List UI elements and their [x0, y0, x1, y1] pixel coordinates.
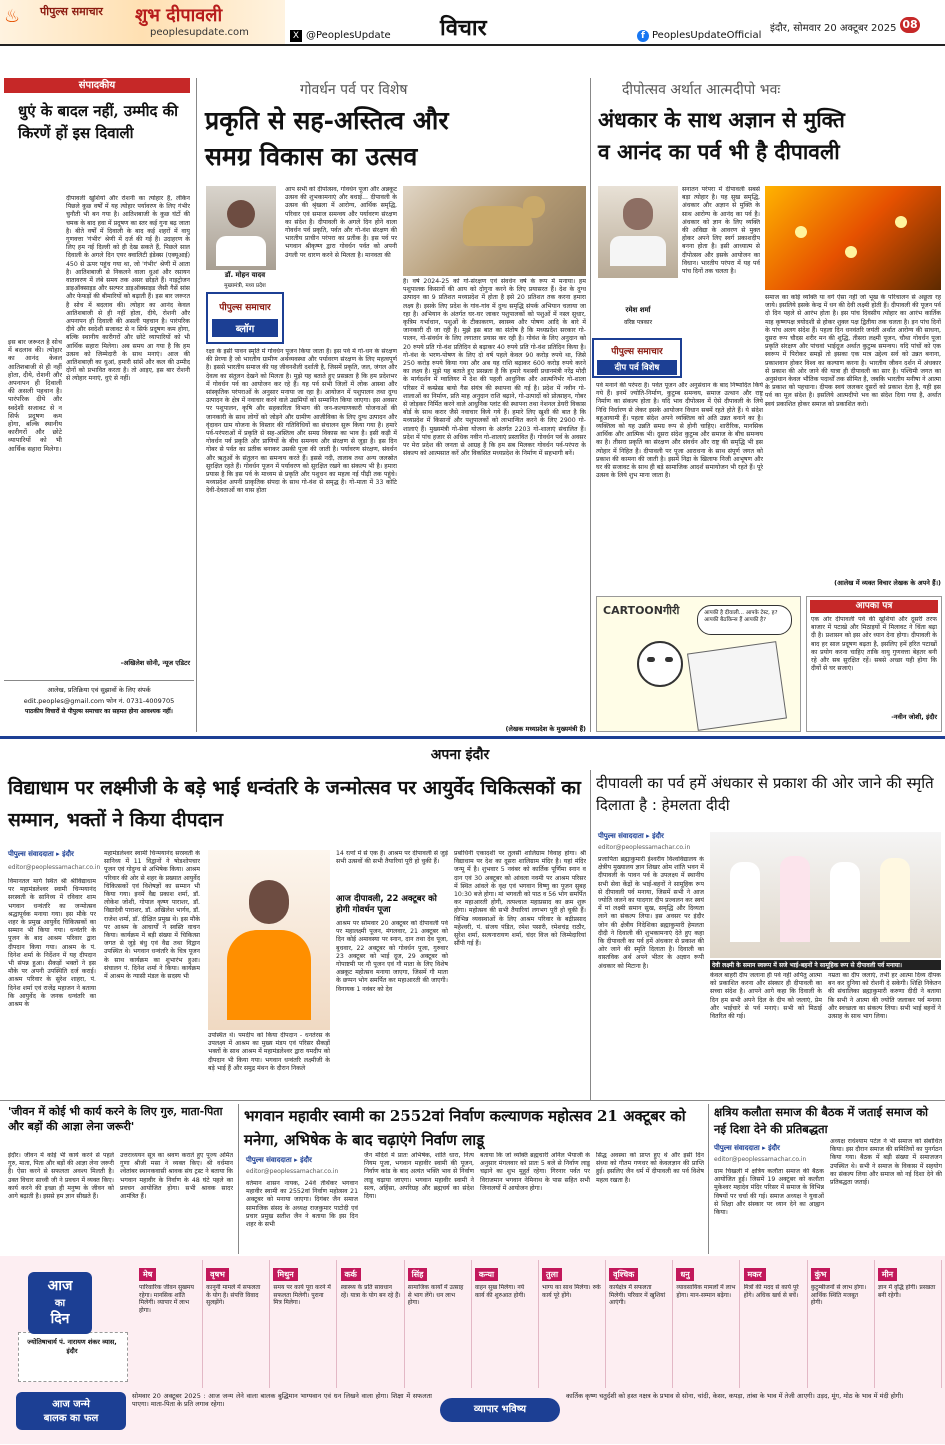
zodiac-name: मिथुन [273, 1268, 297, 1281]
zodiac-name: कन्या [475, 1268, 498, 1281]
kshatriya-headline: क्षत्रिय कलौता समाज की बैठक में जताई समाज को नई दिशा देने की प्रतिबद्धता [714, 1105, 929, 1136]
zodiac-text: कानूनी मामले में सफलता के योग हैं। संपत्ति विवाद सुलझेंगे। [206, 1284, 261, 1307]
vidyadham-byline: पीपुल्स संवाददाता ▸ इंदौर [8, 850, 74, 858]
editorial-footer: आलेख, प्रतिक्रिया एवं सुझावों के लिए संपर्क edit.peoples@gmail.com फोन नं. 0731-4009705 पाठकीय विचारों से पीपुल्स समाचार का सहमत होना आवश्यक नहीं। [4, 680, 194, 732]
mahavir-email[interactable]: editor@peoplessamachar.co.in [246, 1168, 339, 1175]
hemlata-col2: केवल बाहरी दीप जलाना ही पर्व नहीं अपितु आत्मा को प्रकाशित करना और संस्कार ही दीपावली का सच्चा संदेश है। आपने आगे कहा कि दिवाली के दिन हम सभी अपने दिल के दीप को जलाएं, प्रेम और भाईचारे से पर्व मनाएं। सभी को मिठाई वितरित की गई। [710, 972, 822, 1021]
apna-indore-label: अपना इंदौर [390, 742, 530, 768]
zodiac-text: समय पर कार्य पूरा करने में सफलता मिलेगी। पुराना मित्र मिलेगा। [273, 1284, 331, 1307]
kshatriya-email[interactable]: editor@peoplessamachar.co.in [714, 1156, 807, 1163]
editorial-kicker: संपादकीय [4, 78, 190, 93]
cartoon-eye [665, 657, 673, 662]
website[interactable]: peoplesupdate.com [150, 27, 249, 38]
hemlata-headline: दीपावली का पर्व हमें अंधकार से प्रकाश की ओर जाने की स्मृति दिलाता है : हेमलता दीदी [596, 774, 934, 814]
event-photo-caption: देवी लक्ष्मी के समान स्वरूप में सजे भाई-बहनों ने सामूहिक रूप से दीपावली पर्व मनाया। [710, 960, 941, 970]
zodiac-sign-9 [673, 1260, 740, 1388]
guru-headline: 'जीवन में कोई भी कार्य करने के लिए गुरु, माता-पिता और बड़ों की आज्ञा लेना जरूरी' [8, 1105, 223, 1133]
fb-handle[interactable]: PeoplesUpdateOfficial [652, 30, 762, 41]
zodiac-sign-1 [136, 1260, 203, 1388]
zodiac-text: भाग्य का साथ मिलेगा। रुके कार्य पूरे होंगे। [542, 1284, 601, 1299]
zodiac-text: कुटुम्बीजनों से लाभ होगा। आर्थिक स्थिति मजबूत होगी। [810, 1284, 867, 1307]
cartoon-eye [647, 657, 655, 662]
kshatriya-byline: पीपुल्स संवाददाता ▸ इंदौर [714, 1144, 780, 1152]
aaj-ka-din-box: आज का दिन [28, 1272, 92, 1334]
vidyadham-email[interactable]: editor@peoplessamachar.co.in [8, 864, 101, 871]
diya-icon: ♨ [4, 6, 21, 27]
brand-logo: पीपुल्स समाचार [40, 5, 103, 18]
zodiac-name: मेष [139, 1268, 156, 1281]
mahavir-col3: बताया कि जो व्यक्ति ब्रह्मचारी अनिल भैयाजी के अनुसार मंगलवार को प्रातः 5 बजे से निर्वाण लाडू चढ़ाने का शुभ मुहूर्त रहेगा। गिरनार पर्वत पर विराजमान भगवान नेमिनाथ के पास सहित सभी जिनालयों में आयोजन होगा। [480, 1152, 590, 1192]
kshatriya-col1: ग्राम चिखली में क्षत्रिय कलौता समाज की बैठक आयोजित हुई। जिसमें 19 अक्टूबर को कलौता मुकेश्वर महादेव मंदिर परिसर में समाज के विभिन्न विषयों पर चर्चा की गई। समाज अध्यक्ष ने युवाओं से शिक्षा और संस्कार पर ध्यान देने का आह्वान किया। [714, 1168, 824, 1217]
deepotsav-kicker: दीपोत्सव अर्थात आत्मदीपो भवः [622, 82, 781, 98]
row-rule [0, 1100, 945, 1101]
hemlata-col1: प्रजापिता ब्रह्माकुमारी ईश्वरीय विश्वविद्यालय के क्षेत्रीय मुख्यालय ज्ञान शिखर ओम शांति भवन में दीपावली के पावन पर्व के उपलक्ष्य में स्थानीय सभी सेवा केंद्रों के भाई-बहनों ने सामूहिक रूप से दीपावली पर्व मनाया, जिसमें सभी ने आज ज्योति जलने का यादगार दीप प्रज्वलन कर स्वयं में मां लक्ष्मी समान सुख, समृद्धि और दिव्यता लाने का संकल्प लिया। इस अवसर पर इंदौर जोन की क्षेत्रीय निदेशिका ब्रह्माकुमारी हेमलता दीदी ने दिवाली की शुभकामनाएं देते हुए कहा कि दीपावली का पर्व हमें अंधकार से प्रकाश की ओर जाने की स्मृति दिलाता है। दिवाली का वास्तविक अर्थ अपने भीतर के अज्ञान रूपी अंधकार को मिटाना है। [598, 856, 704, 970]
masthead [0, 0, 945, 46]
cartoon-title: CARTOONगीरी [603, 604, 680, 617]
editorial-signoff: -अखिलेश सोनी, न्यूज एडिटर [120, 659, 190, 667]
govardhan-credit: (लेखक मध्यप्रदेश के मुख्यमंत्री हैं) [505, 725, 586, 733]
facebook-icon[interactable]: f [637, 30, 649, 42]
zodiac-name: सिंह [408, 1268, 428, 1281]
letters-signoff: -नवीन जोशी, इंदौर [891, 713, 937, 721]
speech-bubble: आपकी है दीवाली... आपके टेस्ट, ह? आपकी बैठकिन्स हैं आपकी है? [697, 605, 792, 635]
govardhan-col1: रक्षा के इसी पावन स्मृति में गोवर्धन पूजन किया जाता है। इस पर्व में गो-धन के संरक्षण की प्रेरणा है जो भारतीय ग्रामीण अर्थव्यवस्था और पर्यावरण संरक्षण के लिए महत्वपूर्ण है। इससे भारतीय समाज की यह जीवनशैली दर्शाती है, जिसमें प्रकृति, जल, जंगल और देवत्व का संतुलन देखने को मिलता है। मुझे यह बताते हुए प्रसन्नता है कि हम प्रदेशभर में गोवर्धन पर्व का आयोजन कर रहे हैं। यह पर्व सभी जिलों में लोक आस्था और सांस्कृतिक परंपराओं के अनुसार मनाया जा रहा है। आयोजन में पशुपालन तथा दुग्ध उत्पादन के क्षेत्र में नवाचार करने वाले उद्यमियों को सम्मानित किया जाएगा। इस अवसर पर पशुपालन, कृषि और सहकारिता विभाग की जन-कल्याणकारी योजनाओं की जानकारी के साथ लोगों को जोड़ने और ग्रामीण आजीविका के लिए दुग्ध उत्पादन और वृंदावन ग्राम योजना के विस्तार की गतिविधियों का संचालन सुरू किया गया है। हमारे पर्व-परंपराओं में प्रकृति से सह-अस्तित्व और समग्र विकास का भाव है। इसी कड़ी में गोवर्धन पर्व प्रकृति और प्राणियों के बीच समन्वय और संरक्षण से जुड़ा है। इस दिन गोबर से पर्वत का प्रतीक बनाकर उसकी पूजा की जाती है। पर्यावरण संरक्षण, संवर्धन और ऋतुओं के संतुलन का समन्वय करते हैं। इससे नदी, तालाब तथा अन्य जलस्रोत सुरक्षित रहते हैं। गोवर्धन पूजन में पर्यावरण को सुरक्षित रखने का संकल्प भी है। हमारा प्रयास है कि इस पर्व के माध्यम से प्रकृति और पशुधन का महत्व नई पीढ़ी तक पहुंचे। मध्यप्रदेश अपनी प्राकृतिक संपदा के साथ गो-वंश से समृद्ध है। गो-माता में 33 कोटि देवी-देवताओं का वास होता [206, 348, 397, 495]
column-divider [590, 78, 591, 732]
zodiac-text: सामाजिक कार्यों में उत्साह से भाग लेंगे। धन लाभ होगा। [407, 1284, 464, 1307]
author-role: मुख्यमंत्री, मध्य प्रदेश [224, 283, 266, 289]
zodiac-text: ज्ञान में वृद्धि होगी। प्रसन्नता बनी रहेगी। [877, 1284, 936, 1299]
vidyadham-headline: विद्याधाम पर लक्ष्मीजी के बड़े भाई धन्वंतरि के जन्मोत्सव पर आयुर्वेद चिकित्सकों का सम्मान, भक्तों ने किया दीपदान [8, 777, 581, 831]
page-number: 08 [900, 17, 920, 33]
vidyadham-col2: महामंडलेश्वर स्वामी चिन्मयानंद सरस्वती के सानिध्य में 11 विद्वानों ने षोडशोपचार पूजन एवं गोदुग्ध से अभिषेक किया। आश्रम परिवार की ओर से शहर के प्रख्यात आयुर्वेद चिकित्सकों एवं विशेषज्ञों का सम्मान भी किया गया। इनमें वैद्य प्रकाश शर्मा, डॉ. लोकेश जोशी, गोपाल कृष्ण पाराशर, डॉ. विद्यादेवी पाराशर, डॉ. अखिलेश भार्गव, डॉ. राजेश शर्मा, डॉ. दीक्षित प्रमुख थे। इस मौके पर आश्रम के आचार्यों ने स्वस्ति वाचन किया। कार्यक्रम में बड़ी संख्या में चिकित्सा जगत से जुड़े बंधु एवं वैद्य तथा विद्वान उपस्थित थे। भगवान धन्वंतरि के चित्र पूजन के साथ कार्यक्रम का शुभारंभ हुआ। संचालन पं. दिनेश शर्मा ने किया। कार्यक्रम में आश्रम के न्यासी मंडल के सदस्य भी [104, 850, 200, 981]
section-rule [0, 736, 945, 739]
blog-tag: पीपुल्स समाचार ब्लॉग [206, 292, 284, 344]
deepotsav-intro: सनातन परंपरा में दीपावली सबसे बड़ा त्योहार है। यह सुख समृद्धि, अंधकार और अज्ञान से मुक्ति के साथ आरोग्य के आनंद का पर्व है। अंधकार को ज्ञान के लिए व्यक्ति की अविद्या के आवरण से मुक्त होकर अपने लिए स्वर्ग प्रकाशदीप बनना होता है। इसी आध्यात्म से दीपोत्सव और इसके आयोजन का विधान। भारतीय परंपरा में यह पर्व पांच दिनों तक चलता है। [682, 186, 760, 276]
letters-body: एक ओर दीपावली पर्व की खुशियां और दूसरी तरफ बाजार में पटाखे और मिठाइयों में मिलावट ने चिंता बढ़ा दी है। प्रशासन को इस ओर ध्यान देना होगा। दीपावली के बाद हर साल प्रदूषण बढ़ता है, इसलिए हमें हरित पटाखों का प्रयोग करना चाहिए ताकि वायु गुणवत्ता बेहतर बनी रहे और सब सुरक्षित रहें। सबसे अच्छा यही होगा कि दीयों से घर सजाएं। [811, 616, 937, 673]
zodiac-text: कार्यक्षेत्र में सफलता मिलेगी। परिवार में खुशियां आएंगी। [609, 1284, 666, 1307]
deepotsav-headline-1: अंधकार के साथ अज्ञान से मुक्ति [598, 107, 845, 132]
author-role: वरिष्ठ पत्रकार [623, 319, 653, 326]
zodiac-sign-12 [875, 1260, 942, 1388]
author-photo [206, 186, 276, 270]
birthday-box: आज जन्मे बालक का फल [16, 1392, 126, 1430]
trade-label: व्यापार भविष्य [440, 1398, 560, 1422]
vidyadham-col1: विमानतल मार्ग स्थित श्री श्रीविद्याधाम पर महामंडलेश्वर स्वामी चिन्मयानंद सरस्वती के सानिध्य में रविवार शाम भगवान धन्वंतरि का जन्मोत्सव श्रद्धापूर्वक मनाया गया। इस मौके पर शहर के प्रमुख आयुर्वेद चिकित्सकों का सम्मान भी किया गया। धन्वंतरि के पूजन के बाद आश्रम परिवार द्वारा दीपदान किया गया। आश्रम के पं. दिनेश शर्मा के निर्देशन में यह दीपदान भी संपन्न हुआ। सैकड़ों भक्तों ने इस मौके पर अपनी उपस्थिति दर्ज कराई। आश्रम परिवार के सुरेश शाहरा, पं. दिनेश शर्मा एवं राजेंद्र महाजन ने बताया कि आयुर्वेद के जनक धन्वंतरि का आश्रम के [8, 878, 96, 1009]
mahavir-col2: जैन मंदिरों में प्रातः अभिषेक, शांति धारा, नित्य नियम पूजा, भगवान महावीर स्वामी की पूजन, निर्वाण कांड के बाद अत्यंत भक्ति भाव से निर्वाण लाडू चढ़ाया जाएगा। भगवान महावीर स्वामी ने सत्य, अहिंसा, अपरिग्रह और ब्रह्मचर्य का संदेश दिया। [364, 1152, 474, 1201]
cartoon-box [596, 596, 801, 732]
govardhan-kicker: गोवर्धन पर्व पर विशेष [300, 82, 408, 98]
hemlata-email[interactable]: editor@peoplessamachar.co.in [598, 844, 691, 851]
swami-photo [208, 850, 330, 1030]
dateline: इंदौर, सोमवार 20 अक्टूबर 2025 [770, 23, 897, 34]
author-photo [598, 186, 678, 278]
cartoon-face [637, 641, 683, 687]
mahavir-col4: सिद्ध अवस्था को प्राप्त हुए थे और इसी दिन संध्या को गौतम गणधर को केवलज्ञान की प्राप्ति हुई। इसलिए जैन धर्म में दीपावली का पर्व विशेष महत्व रखता है। [596, 1152, 704, 1184]
zodiac-text: मित्रों की मदद से कार्य पूरे होंगे। अधिक खर्च से बचें। [743, 1284, 799, 1299]
trade-text: कार्तिक कृष्ण चतुर्दशी को हस्त नक्षत्र के प्रभाव से सोना, चांदी, केसर, कपड़ा, तांबा के भाव में तेजी आएगी। उड़द, मूंग, मोठ के भाव में मंदी होगी। [566, 1392, 904, 1400]
column-divider [196, 78, 197, 732]
editorial-body: दीपावली खुशियों और रोशनी का त्योहार है, लेकिन पिछले कुछ वर्षों में यह त्योहार पर्यावरण के लिए गंभीर चुनौती भी बन गया है। आतिशबाजी के कुछ घंटों की चमक के बाद हवा में प्रदूषण का स्तर कई गुना बढ़ जाता है। बीते वर्षों में दिवाली के बाद कई शहरों में वायु गुणवत्ता 'गंभीर' श्रेणी में दर्ज की गई है। उदाहरण के लिए हम नई दिल्ली को ही देख सकते हैं, पिछले साल दिवाली के अगले दिन एयर क्वालिटी इंडेक्स (एक्यूआई) 450 से ऊपर पहुंच गया था, जो 'गंभीर' श्रेणी में आता है। आतिशबाजी से निकलने वाला धुआं और रसायन वातावरण में लंबे समय तक असर छोड़ते हैं। नाइट्रोजन डाइऑक्साइड और सल्फर डाइऑक्साइड जैसी गैसें सांस और फेफड़ों की बीमारियों को बढ़ाती हैं। इस बार जरूरत है सोच में बदलाव की। त्योहार का आनंद केवल आतिशबाजी से ही नहीं होता, दीये, रोशनी और अपनापन ही दिवाली की असली पहचान है। पारंपरिक दीये और स्वदेशी सजावट से न सिर्फ प्रदूषण कम होगा, बल्कि स्थानीय कारीगरों और छोटे व्यापारियों को भी आर्थिक सहारा मिलेगा। अब समय आ गया है कि हम उत्सव को जिम्मेदारी के साथ मनाएं। आज की आतिशबाज़ी का धुआं, हमारी सांसें और कल की उम्मीद दोनों को प्रभावित करता है। तो आइए, इस बार रोशनी से त्योहार मनाएं, धुएं से नहीं। [66, 195, 190, 383]
deep-parv-tag: पीपुल्स समाचार दीप पर्व विशेष [592, 338, 682, 378]
zodiac-name: मकर [744, 1268, 766, 1281]
zodiac-sign-7 [539, 1260, 606, 1388]
zodiac-name: धनु [676, 1268, 693, 1281]
zodiac-name: कर्क [341, 1268, 361, 1281]
zodiac-name: मीन [878, 1268, 897, 1281]
guru-col1: इंदौर। जीवन में कोई भी कार्य करने से पहले गुरु, माता, पिता और बड़ों की आज्ञा लेना जरूरी है। ऐसा करने से सफलता अवश्य मिलती है। उक्त विचार साध्वी जी ने प्रवचन में व्यक्त किए। कार्य करने की इच्छा ही मनुष्य के जीवन को आगे बढ़ाती है। इससे हम ज्ञान सीखते हैं। [8, 1152, 114, 1201]
diya-photo [765, 186, 941, 290]
author-name: डॉ. मोहन यादव [224, 271, 266, 279]
zodiac-grid [136, 1260, 942, 1388]
festival-greeting: शुभ दीपावली [135, 5, 223, 26]
event-photo [710, 832, 941, 958]
deepotsav-col2: समाज का कोई व्यक्ति या वर्ग ऐसा नहीं जो भूख के परिचालन से अछूता रह जाये। इसलिये इसके केन्द्र में धन की देवी लक्ष्मी होती हैं। दीपावली की पूजन पर्व दो दिन पहले से आरंभ होता है। इस पांच दिवसीय त्योहार का आरंभ कार्तिक माह कृष्णपक्ष त्रयोदशी से होकर शुक्ल पक्ष द्वितीया तक चलता है। इन पांच दिनों के पांच अलग संदेश हैं। पहला दिन धनवंतरि जयंती अर्थात आरोग्य की साधना, दूसरा रूप चौदस शरीर मन की शुद्धि, तीसरा लक्ष्मी पूजन, चौथा गोवर्धन पूजा प्रकृति संरक्षण और पांचवां भाईदूज अर्थात कुटुम्ब समन्वय। यदि पांचों को एक स्वरूप में पिरोकर समझें तो इसका एक मात्र उद्देश्य सर्व को उन्नत बनाना, प्रकाशवान होकर विश्व का कल्याण करना है। भारतीय जीवन दर्शन में अंधकार से प्रकाश की ओर जाने की यात्रा ही दीपावली का सार है। पश्चिमी जगत का अनुसंधान केवल भौतिक पदार्थों तक सीमित है, जबकि भारतीय मनीषा ने आत्मा के प्रकाश को पहचाना। दीपक स्वयं जलकर दूसरों को प्रकाश देता है, यही इस पर्व का मूल संदेश है। इसलिये आत्मदीपो भव का संदेश दिया गया है, अर्थात स्वयं प्रकाशित होकर समाज को प्रकाशित करो। [765, 294, 941, 408]
zodiac-sign-4 [338, 1260, 405, 1388]
cartoon-paper [687, 641, 787, 731]
govardhan-headline-1: प्रकृति से सह-अस्तित्व और [205, 106, 449, 135]
zodiac-text: व्यावसायिक मामलों में लाभ होगा। मान-सम्मान बढ़ेगा। [676, 1284, 736, 1299]
zodiac-sign-6 [472, 1260, 539, 1388]
vidyadham-caption: उपस्थित थे। पमदीप को किया दीपदान - धनतेरस के उपलक्ष्य में आश्रम का मुख्य मंडप एवं परिसर सैकड़ों भक्तों के साथ आश्रम में महामंडलेश्वर द्वारा यमदीप को दीपदान भी किया गया। भगवान धन्वंतरि लक्ष्मीजी के बड़े भाई हैं और समुद्र मंथन के दौरान निकले [208, 1032, 330, 1072]
govardhan-col2: है। वर्ष 2024-25 को गो-संरक्षण एवं संवर्धन वर्ष के रूप में मनाया। हम पशुपालक किसानों की आय को दोगुना करने के लिए प्रयासरत हैं। देश के दुग्ध उत्पादन का 9 प्रतिशत मध्यप्रदेश में होता है इसे 20 प्रतिशत तक करना हमारा लक्ष्य है। इसके लिए प्रदेश के गांव-गांव में दुग्ध समृद्धि संपर्क अभियान चलाया जा रहा है। अभियान के अंतर्गत घर-घर जाकर पशुपालकों को पशुओं में नस्ल सुधार, कृत्रिम गर्भाधान, पशुओं के टीकाकरण, स्वास्थ्य और पोषण आदि के बारे में जानकारी दी जा रही है। मुझे इस बात का संतोष है कि मध्यप्रदेश सरकार गो-पालन, गो-संवर्धन के लिए लगातार प्रयास कर रही है। गोवंश के लिए अनुदान को 20 रुपये प्रति गो-वंश प्रतिदिन से बढ़ाकर 40 रुपये प्रति गो-वंश प्रतिदिन किया है। गो-वंश के भरण-पोषण के लिए दो वर्ष पहले केवल 90 करोड़ रुपये था, जिसे 250 करोड़ रुपये किया गया और अब यह राशि बढ़ाकर 600 करोड़ रुपये करने का लक्ष्य है। मुझे यह बताते हुए प्रसन्नता है कि हमारे यशस्वी प्रधानमंत्री नरेंद्र मोदी के मार्गदर्शन में ग्वालियर में देश की पहली आधुनिक और आत्मनिर्भर गो-शाला परिसर में कम्प्रेस्ड बायो गैस संयंत्र की स्थापना की गई है। प्रदेश में नवीन गो-शालाओं का निर्माण, प्रति माह अनुदान राशि बढ़ाने, गो-उत्पादों को प्रोत्साहन, गोबर से जोड़कर निर्मित करने वाले आधुनिक प्लांट की स्थापना तथा नेशनल डेयरी विकास बोर्ड के साथ करार जैसे नवाचार किये गये हैं। हमारे लिए खुशी की बात है कि मध्यप्रदेश में किसानों और पशुपालकों को लाभान्वित करने के लिए 2900 गो-शालाएं हैं। मुख्यमंत्री गो-सेवा योजना के अंतर्गत 2203 गो-शालाएं संचालित हैं। प्रदेश में पांच हजार से अधिक नवीन गो-शालाएं प्रस्तावित हैं। गोवर्धन पर्व के अवसर पर मेरा प्रदेश की जनता से आग्रह है कि हम सब मिलकर गोवर्धन पर्व-परंपरा के संकल्प को आत्मसात करें और विकसित मध्यप्रदेश के निर्माण में सहभागी बनें। [403, 278, 586, 458]
mahavir-byline: पीपुल्स संवाददाता ▸ इंदौर [246, 1156, 312, 1164]
editorial-headline: धुएं के बादल नहीं, उम्मीद की किरणें हों इस दिवाली [18, 102, 179, 142]
hemlata-col3: नम्रता का दीप जलाएं, तभी हर आत्मा दिव्य दीपक बन कर दुनिया को रोशनी दे सकेगी। शिक्षि निकेतन की संचालिका ब्रह्माकुमारी करुणा दीदी ने बताया कि सभी ने आत्मा की ज्योति जलाकर पर्व मनाया और स्वच्छता का संकल्प लिया। सभी भाई बहनों ने उत्साह के साथ भाग लिया। [828, 972, 941, 1021]
column-divider [708, 1104, 709, 1254]
zodiac-name: कुंभ [811, 1268, 831, 1281]
kshatriya-col2: अध्यक्ष राधेश्याम पटेल ने भी समाज को संबोधित किया। इस दौरान समाज की समितियों का पुनर्गठन किया गया। बैठक में बड़ी संख्या में समाजजन उपस्थित थे। सभी ने समाज के विकास में सहयोग का संकल्प लिया और समाज को नई दिशा देने की प्रतिबद्धता जताई। [830, 1138, 942, 1187]
letters-title: आपका पत्र [810, 600, 938, 613]
vidyadham-col3: आश्रम पर सोमवार 20 अक्टूबर को दीपावली पर्व पर महालक्ष्मी पूजन, मंगलवार, 21 अक्टूबर को दिन कोई अमावस्या पर स्नान, दान तथा देव पूजा, बुधवार, 22 अक्टूबर को गोवर्धन पूजा, गुरुवार 23 अक्टूबर को भाई दूज, 29 अक्टूबर को गोपाष्टमी पर गौ पूजन एवं गौ माता के लिए विशेष अन्नकूट महोत्सव मनाया जाएगा, जिसमें गौ माता के छप्पन भोग समर्पित कर महाआरती की जाएगी। विनायक 1 नवंबर को देव [336, 920, 448, 993]
govardhan-intro: आप सभी को दीपोत्सव, गोवर्धन पूजा और अन्नकूट उत्सव की शुभकामनाएं और बधाई... दीपावली के उत्सव की श्रृंखला में आरोग्य, आर्थिक समृद्धि, परिवार एवं समाज समन्वय और पर्यावरण संरक्षण का संदेश है। दीपावली के अगले दिन होने वाला गोवर्धन पर्व प्रकृति, पर्वत और गो-वंश संरक्षण की भारतीय प्राचीन परंपरा का प्रतीक है। इस पर्व पर भगवान श्रीकृष्ण द्वारा गोवर्धन पर्वत को अपनी उंगली पर धारण करने से मिलता है। मानवता की [285, 186, 397, 259]
guru-col2: उत्तराध्ययन सूत्र का श्रवण कराते हुए पूज्य अमित गुणा श्रीजी मसा ने व्यक्त किए। श्री वर्धमान श्वेतांबर स्थानकवासी श्रावक संघ ट्रस्ट ने बताया कि भगवान महावीर के निर्वाण के 48 घंटे पहले का प्रवचन आयोजित होगा। सभी श्रावक सादर आमंत्रित हैं। [120, 1152, 233, 1201]
zodiac-sign-2 [203, 1260, 270, 1388]
zodiac-sign-10 [741, 1260, 808, 1388]
zodiac-sign-11 [808, 1260, 875, 1388]
author-name: रमेश शर्मा [625, 306, 651, 314]
zodiac-text: पारिवारिक जीवन सुखमय रहेगा। मानसिक शांति मिलेगी। व्यापार में लाभ होगा। [139, 1284, 194, 1314]
deepotsav-credit: (आलेख में व्यक्त विचार लेखक के अपने हैं।) [834, 579, 941, 587]
govardhan-headline-2: समग्र विकास का उत्सव [205, 142, 418, 171]
vidyadham-col4: प्रबोधिनी एकादशी पर तुलसी शालिग्राम विवाह होगा। श्री विद्याधाम पर देश का दूसरा शालिग्राम मंदिर है। यहां मंदिर जन्मू में है। शुभवार 5 नवंबर को कार्तिक पूर्णिमा स्नान व दान एवं 30 अक्टूबर को आंवला नवमी पर आश्रम परिसर में स्थित आंवले के वृक्ष एवं भगवान विष्णु का पूजन सुबह 10:30 बजे होगा। मां भगवती को पाठ व 56 भोग समर्पित कर महाआरती होगी, तत्पश्चात महाप्रसाद का क्रम शुरू होगा। महोत्सव की सभी तैयारियां लगभग पूरी हो चुकी हैं। विभिन्न व्यवस्थाओं के लिए आश्रम परिवार के बद्रीप्रसाद महेश्वरी, पं. संजय पंडित, रमेश पसारी, रमेशचंद्र राठौर, सुरेश शर्मा, सत्यनारायण शर्मा, चंदर विज को जिम्मेदारियां सौंपी गई हैं। [454, 850, 586, 948]
pundit-name: ज्योतिषाचार्य पं. नारायण शंकर व्यास, इंदौर [27, 1338, 117, 1355]
deepotsav-col1: पर्व मनाने की परंपरा है। पर्वत पूजन और अनुसंधान के बाद निष्पादित किये गये हैं। इनमें ज्योति-निर्माण, कुटुम्ब समन्वय, समाज उत्थान और राष्ट्र निर्माण का संकल्प होता है। यदि भाव दीपोत्सव में ऐसे दीपावली के लिये निधि निर्धारण से लेकर इसके आयोजन विधान सबमें रहते होते हैं। ये संदेश बहुआयामी हैं। पहला संदेश अपने व्यक्तित्व को अति उन्नत बनाने का है। व्यक्तित्व को यह उन्नति समग्र रूप से होनी चाहिए। शारीरिक, मानसिक आर्थिक और आत्मिक भी। दूसरा संदेश कुटुम्ब और समाज के बीच समन्वय का है। तीसरा प्रकृति का संरक्षण और संवर्धन और राष्ट्र की समृद्धि भी इस त्योहार में निहित है। दीपावली पर पूजा आराधना के साथ संपूर्ण जगत को प्रकाश की कामना की जाती है। इसमें निद्रा के खिलाफ निजी आभूषण और घर की सजावट के साथ ही बड़े सामाजिक आदर्श समायोजन भी रहते हैं। पूरे उत्सव के लिये शुभ माना जाता है। [596, 382, 763, 480]
zodiac-sign-8 [606, 1260, 673, 1388]
section-title: विचार [440, 15, 487, 41]
cow-statue-photo [403, 186, 586, 276]
x-icon[interactable]: X [290, 30, 302, 42]
zodiac-text: स्वास्थ्य के प्रति सावधान रहें। यात्रा के योग बन रहे हैं। [340, 1284, 401, 1299]
letters-box [806, 596, 942, 732]
zodiac-name: वृषभ [206, 1268, 229, 1281]
x-handle[interactable]: @PeoplesUpdate [306, 30, 391, 41]
mahavir-headline: भगवान महावीर स्वामी का 2552वां निर्वाण कल्याणक महोत्सव 21 अक्टूबर को मनेगा, अभिषेक के बाद चढ़ाएंगे निर्वाण लाडू [244, 1107, 686, 1149]
birthday-text: सोमवार 20 अक्टूबर 2025 : आज जन्म लेने वाला बालक बुद्धिमान भाग्यवान एवं धन लिखने वाला होगा। शिक्षा में सफलता पाएगा। माता-पिता के प्रति लगाव रहेगा। [132, 1392, 432, 1409]
deepotsav-headline-2: व आनंद का पर्व भी है दीपावली [598, 139, 840, 164]
mahavir-col1: वर्तमान शासन नायक, 24वें तीर्थंकर भगवान महावीर स्वामी का 2552वां निर्वाण महोत्सव 21 अक्टूबर को मनाया जाएगा। दिगंबर जैन समाज सामाजिक संसद के अध्यक्ष राजकुमार पाटोदी एवं प्रचार प्रमुख सतीश जैन ने बताया कि इस दिन शहर के सभी [246, 1180, 358, 1229]
editorial-side-text: इस बार जरूरत है सोच में बदलाव की। त्योहार का आनंद केवल आतिशबाजी से ही नहीं होता, दीये, रोशनी और अपनापन ही दिवाली की असली पहचान है। पारंपरिक दीये और स्वदेशी सजावट से न सिर्फ प्रदूषण कम होगा, बल्कि स्थानीय कारीगरों और छोटे व्यापारियों को भी आर्थिक सहारा मिलेगा। [8, 338, 62, 453]
vidyadham-subhead: आज दीपावली, 22 अक्टूबर को होगी गोवर्धन पूजा [336, 894, 437, 915]
zodiac-sign-5 [405, 1260, 472, 1388]
vidyadham-col3-top: 14 रत्नों में से एक हैं। आश्रम पर दीपावली से जुड़े सभी उत्सवों की सभी तैयारियां पूरी हो चुकी हैं। [336, 850, 448, 866]
column-divider [238, 1104, 239, 1254]
zodiac-name: वृश्चिक [609, 1268, 638, 1281]
zodiac-name: तुला [542, 1268, 562, 1281]
zodiac-text: वाहन सुख मिलेगा। नये कार्य की शुरुआत होगी। [474, 1284, 526, 1299]
hemlata-byline: पीपुल्स संवाददाता ▸ इंदौर [598, 832, 664, 840]
zodiac-sign-3 [270, 1260, 337, 1388]
column-divider [590, 770, 591, 1100]
